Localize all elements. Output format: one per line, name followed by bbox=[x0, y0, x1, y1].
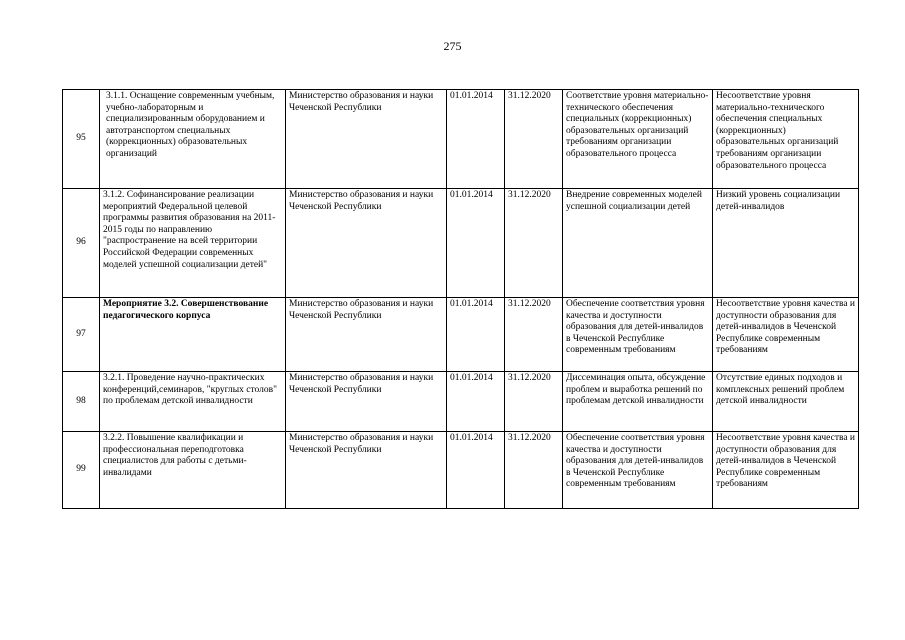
table-row bbox=[63, 432, 859, 509]
start-date-cell: 01.01.2014 bbox=[447, 298, 505, 372]
end-date-cell: 31.12.2020 bbox=[505, 298, 563, 372]
consequence-cell: Несоответствие уровня материально-технического обеспечения специальных (коррекционных) образовательных организаций требованиям организации образовательного процесса bbox=[713, 90, 859, 189]
row-number: 99 bbox=[63, 432, 100, 509]
expected-result-cell: Внедрение современных моделей успешной социализации детей bbox=[563, 189, 713, 298]
start-date-cell: 01.01.2014 bbox=[447, 189, 505, 298]
activity-cell: Мероприятие 3.2. Совершенствование педагогического корпуса bbox=[100, 298, 286, 372]
table-row bbox=[63, 90, 859, 189]
consequence-cell: Несоответствие уровня качества и доступности образования для детей-инвалидов в Чеченской Республике современным требованиям bbox=[713, 432, 859, 509]
row-number: 98 bbox=[63, 372, 100, 432]
table-row bbox=[63, 189, 859, 298]
end-date-cell: 31.12.2020 bbox=[505, 432, 563, 509]
expected-result-cell: Соответствие уровня материально-технического обеспечения специальных (коррекционных) образовательных организаций требованиям организации образовательного процесса bbox=[563, 90, 713, 189]
executor-cell: Министерство образования и науки Чеченской Республики bbox=[286, 372, 447, 432]
activity-cell: 3.1.1. Оснащение современным учебным, учебно-лабораторным и специализированным оборудованием и автотранспортом специальных (коррекционных) образовательных организаций bbox=[100, 90, 286, 189]
executor-cell: Министерство образования и науки Чеченской Республики bbox=[286, 90, 447, 189]
start-date-cell: 01.01.2014 bbox=[447, 372, 505, 432]
end-date-cell: 31.12.2020 bbox=[505, 189, 563, 298]
expected-result-cell: Обеспечение соответствия уровня качества и доступности образования для детей-инвалидов в Чеченской Республике современным требованиям bbox=[563, 432, 713, 509]
expected-result-cell: Диссеминация опыта, обсуждение проблем и выработка решений по проблемам детской инвалидности bbox=[563, 372, 713, 432]
page-number: 275 bbox=[443, 39, 462, 53]
row-number: 95 bbox=[63, 90, 100, 189]
row-number: 96 bbox=[63, 189, 100, 298]
start-date-cell: 01.01.2014 bbox=[447, 90, 505, 189]
end-date-cell: 31.12.2020 bbox=[505, 90, 563, 189]
table-row bbox=[63, 372, 859, 432]
program-activities-table bbox=[62, 89, 859, 509]
end-date-cell: 31.12.2020 bbox=[505, 372, 563, 432]
activity-cell: 3.2.2. Повышение квалификации и профессиональная переподготовка специалистов для работы с детьми-инвалидами bbox=[100, 432, 286, 509]
consequence-cell: Отсутствие единых подходов и комплексных решений проблем детской инвалидности bbox=[713, 372, 859, 432]
expected-result-cell: Обеспечение соответствия уровня качества и доступности образования для детей-инвалидов в Чеченской Республике современным требованиям bbox=[563, 298, 713, 372]
consequence-cell: Несоответствие уровня качества и доступности образования для детей-инвалидов в Чеченской Республике современным требованиям bbox=[713, 298, 859, 372]
consequence-cell: Низкий уровень социализации детей-инвалидов bbox=[713, 189, 859, 298]
activity-cell: 3.2.1. Проведение научно-практических конференций,семинаров, "круглых столов" по проблемам детской инвалидности bbox=[100, 372, 286, 432]
start-date-cell: 01.01.2014 bbox=[447, 432, 505, 509]
activity-cell: 3.1.2. Софинансирование реализации мероприятий Федеральной целевой программы развития образования на 2011-2015 годы по направлению "распространение на всей территории Российской Федерации современных моделей успешной социализации детей" bbox=[100, 189, 286, 298]
executor-cell: Министерство образования и науки Чеченской Республики bbox=[286, 432, 447, 509]
table-row bbox=[63, 298, 859, 372]
row-number: 97 bbox=[63, 298, 100, 372]
executor-cell: Министерство образования и науки Чеченской Республики bbox=[286, 189, 447, 298]
executor-cell: Министерство образования и науки Чеченской Республики bbox=[286, 298, 447, 372]
